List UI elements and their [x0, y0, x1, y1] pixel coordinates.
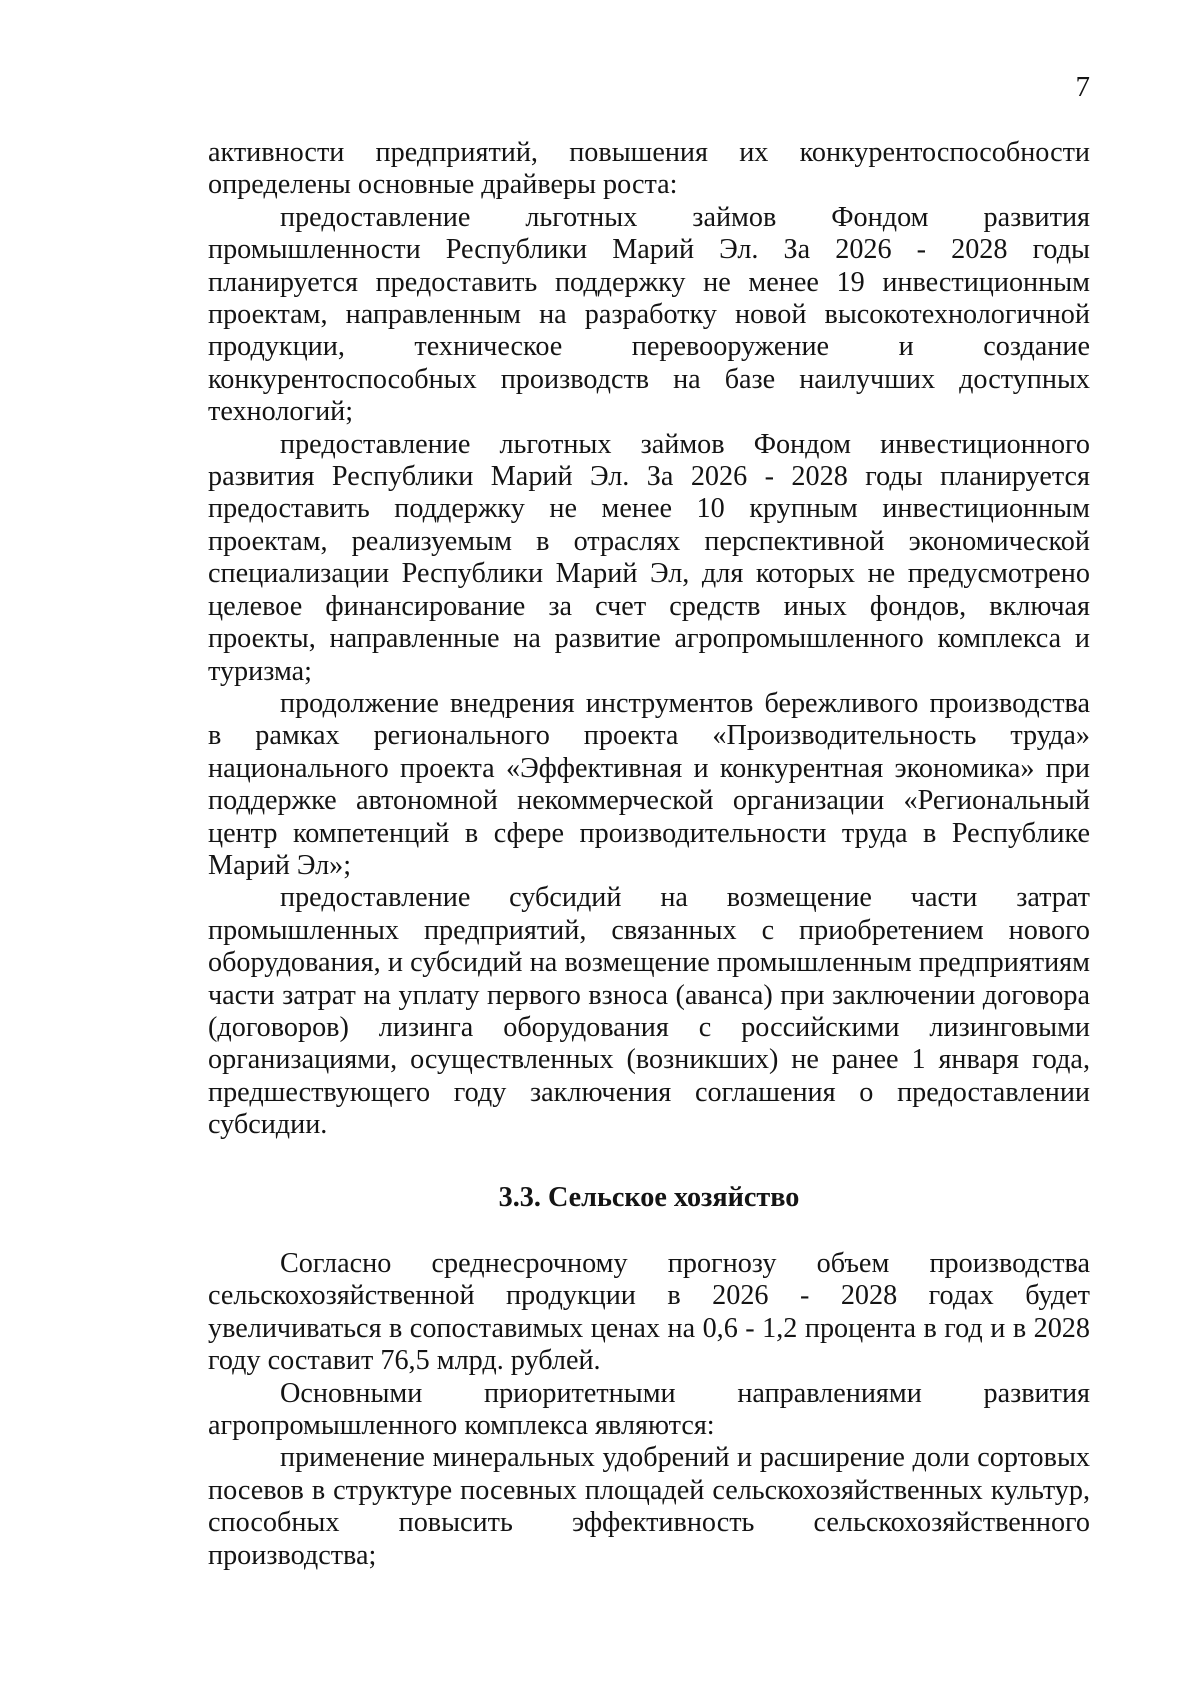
paragraph-lean-production: продолжение внедрения инструментов бережливого производства в рамках регионального проекта «Производительность труда» национального проекта «Эффективная и конкурентная экономика» при поддержке автономной некоммерческой организации «Региональный центр компетенций в сфере производительности труда в Республике Марий Эл»; — [208, 687, 1090, 881]
paragraph-fertilizers: применение минеральных удобрений и расширение доли сортовых посевов в структуре посевных площадей сельскохозяйственных культур, способных повысить эффективность сельскохозяйственного производства; — [208, 1442, 1090, 1571]
section-heading-agriculture: 3.3. Сельское хозяйство — [498, 1181, 800, 1213]
document-body — [208, 137, 1090, 1572]
paragraph-continuation: активности предприятий, повышения их конкурентоспособности определены основные драйверы роста: — [208, 137, 1090, 201]
paragraph-equipment-subsidies: предоставление субсидий на возмещение части затрат промышленных предприятий, связанных с приобретением нового оборудования, и субсидий на возмещение промышленным предприятиям части затрат на уплату первого взноса (аванса) при заключении договора (договоров) лизинга оборудования с российскими лизинговыми организациями, осуществленных (возникших) не ранее 1 января года, предшествующего году заключения соглашения о предоставлении субсидии. — [208, 882, 1090, 1141]
page-number: 7 — [1075, 71, 1090, 103]
paragraph-investment-fund-loans: предоставление льготных займов Фондом инвестиционного развития Республики Марий Эл. За 2026 - 2028 годы планируется предоставить поддержку не менее 10 крупным инвестиционным проектам, реализуемым в отраслях перспективной экономической специализации Республики Марий Эл, для которых не предусмотрено целевое финансирование за счет средств иных фондов, включая проекты, направленные на развитие агропромышленного комплекса и туризма; — [208, 428, 1090, 687]
paragraph-agriculture-forecast: Согласно среднесрочному прогнозу объем производства сельскохозяйственной продукции в 2026 - 2028 годах будет увеличиваться в сопоставимых ценах на 0,6 - 1,2 процента в год и в 2028 году составит 76,5 млрд. рублей. — [208, 1248, 1090, 1377]
paragraph-agriculture-priorities: Основными приоритетными направлениями развития агропромышленного комплекса являются: — [208, 1377, 1090, 1442]
paragraph-industry-fund-loans: предоставление льготных займов Фондом развития промышленности Республики Марий Эл. За 2026 - 2028 годы планируется предоставить поддержку не менее 19 инвестиционным проектам, направленным на разработку новой высокотехнологичной продукции, техническое перевооружение и создание конкурентоспособных производств на базе наилучших доступных технологий; — [208, 201, 1090, 428]
